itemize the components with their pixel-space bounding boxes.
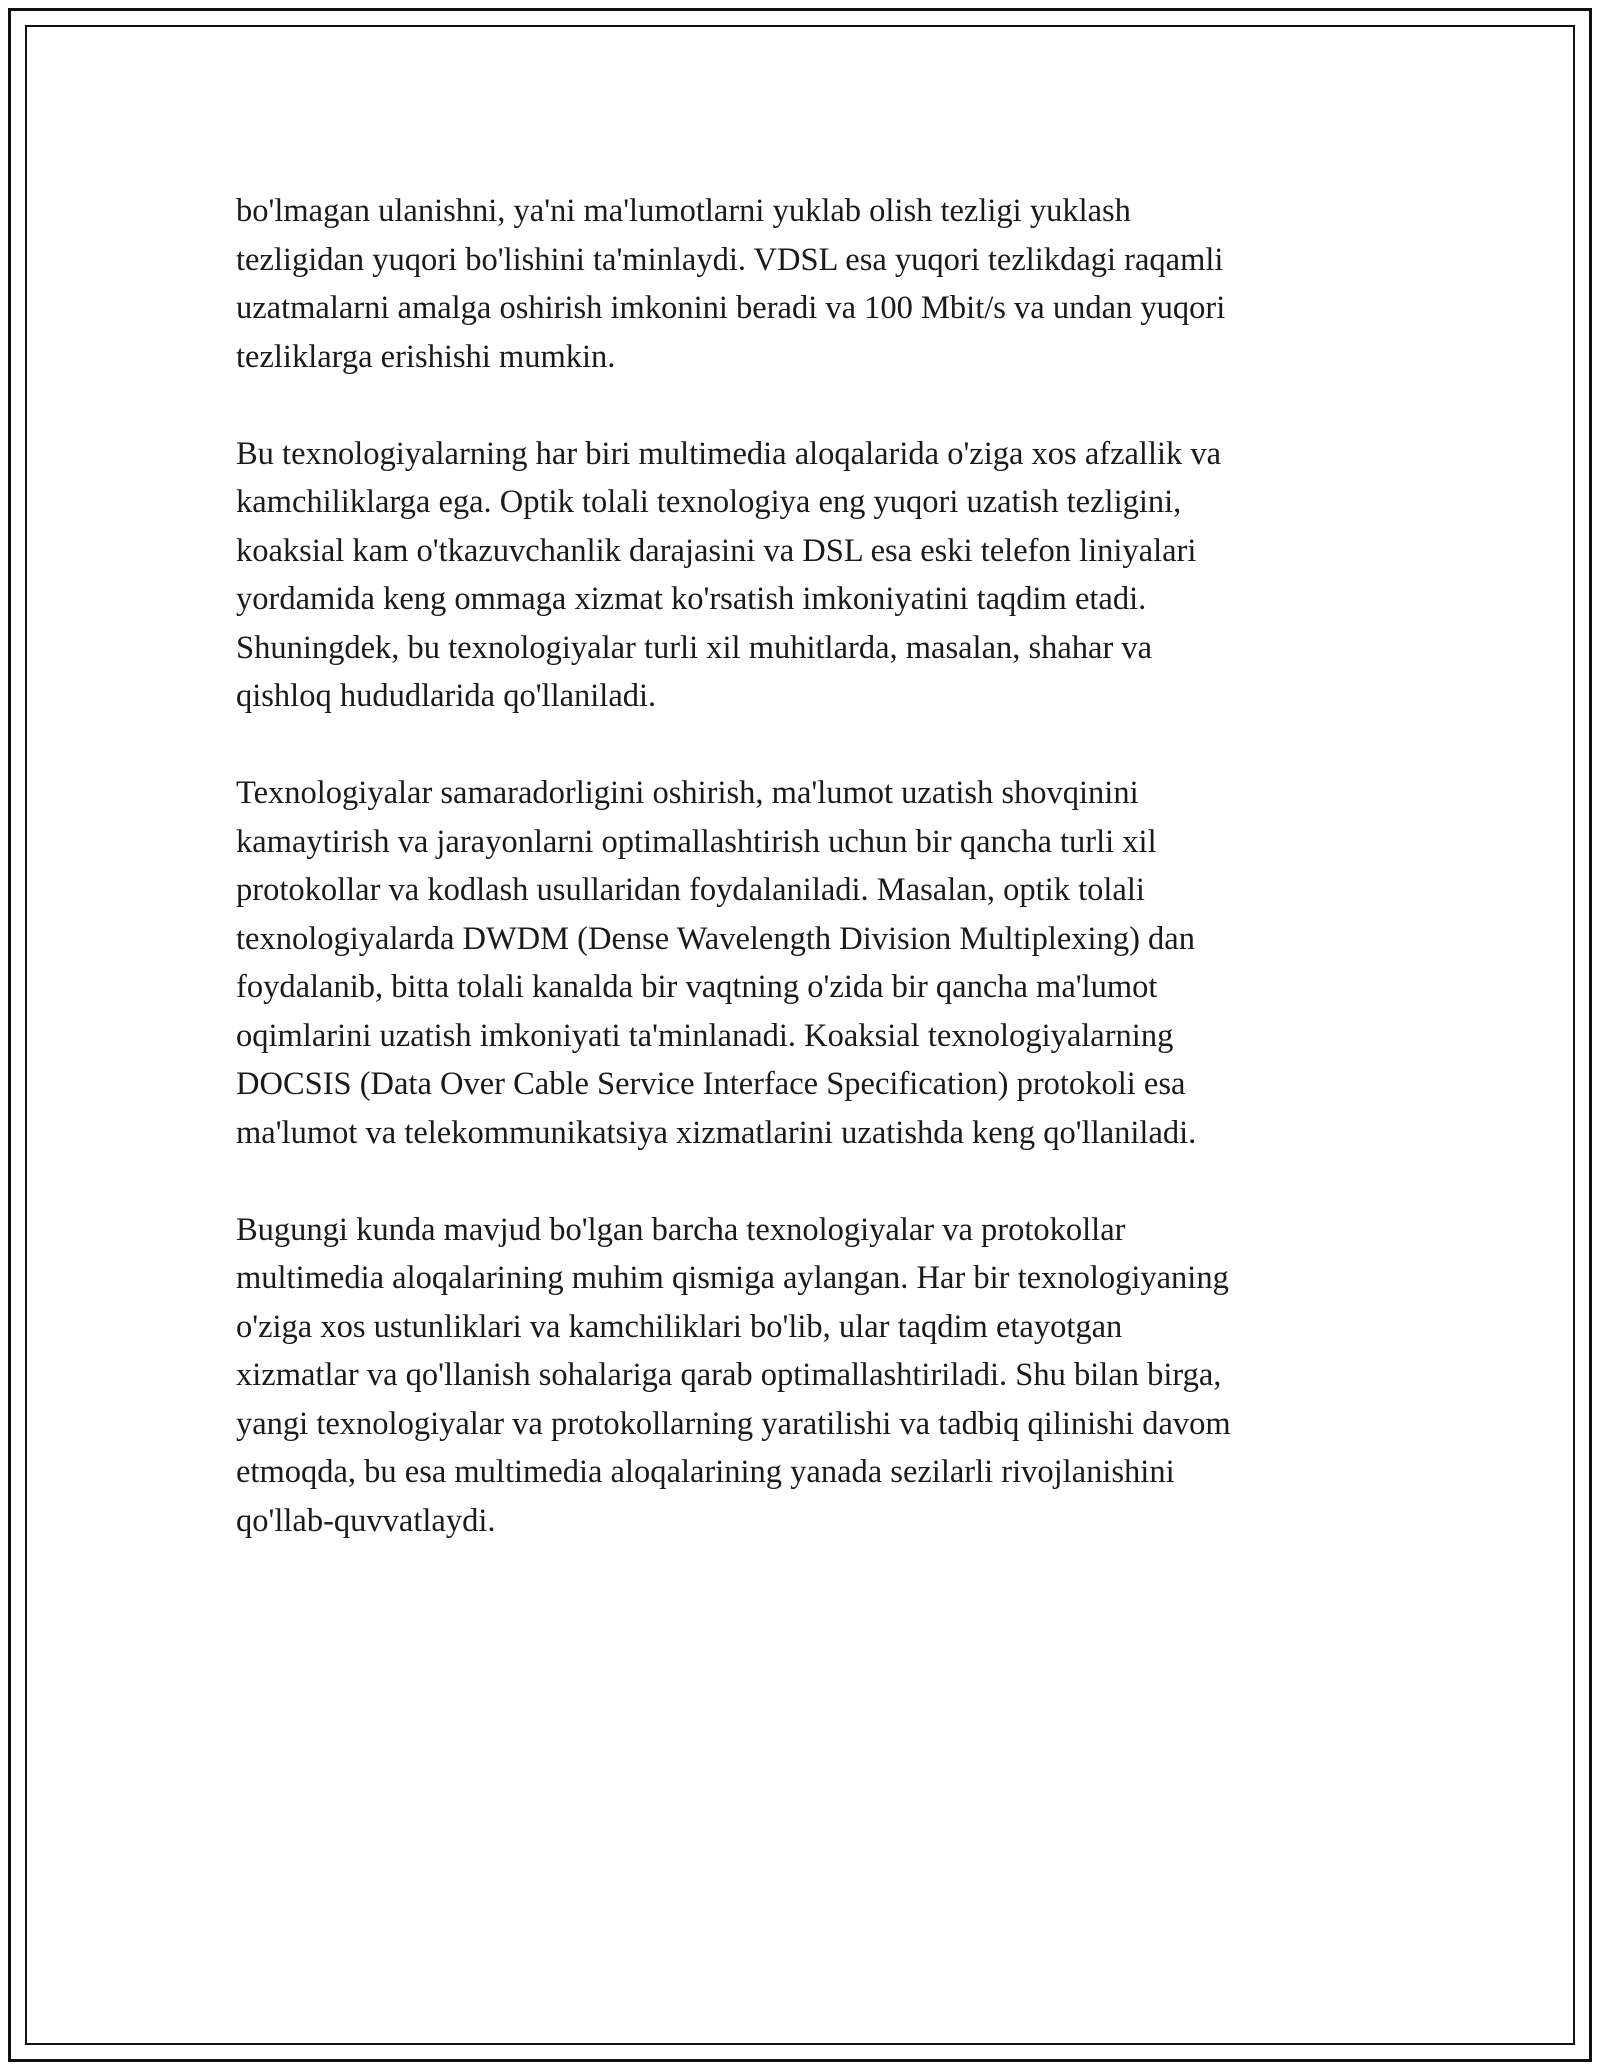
paragraph: bo'lmagan ulanishni, ya'ni ma'lumotlarni yuklab olish tezligi yuklash tezligidan yuqori bo'lishini ta'minlaydi. VDSL esa yuqori tezlikdagi raqamli uzatmalarni amalga oshirish imkonini beradi va 100 Mbit/s va undan yuqori tezliklarga erishishi mumkin. [236, 193, 1226, 375]
document-body [236, 187, 1376, 1594]
paragraph: Texnologiyalar samaradorligini oshirish, ma'lumot uzatish shovqinini kamaytirish va jarayonlarni optimallashtirish uchun bir qancha turli xil protokollar va kodlash usullaridan foydalaniladi. Masalan, optik tolali texnologiyalarda DWDM (Dense Wavelength Division Multiplexing) dan foydalanib, bitta tolali kanalda bir vaqtning o'zida bir qancha ma'lumot oqimlarini uzatish imkoniyati ta'minlanadi. Koaksial texnologiyalarning DOCSIS (Data Over Cable Service Interface Specification) protokoli esa ma'lumot va telekommunikatsiya xizmatlarini uzatishda keng qo'llaniladi. [236, 775, 1197, 1151]
paragraph: Bu texnologiyalarning har biri multimedia aloqalarida o'ziga xos afzallik va kamchiliklarga ega. Optik tolali texnologiya eng yuqori uzatish tezligini, koaksial kam o'tkazuvchanlik darajasini va DSL esa eski telefon liniyalari yordamida keng ommaga xizmat ko'rsatish imkoniyatini taqdim etadi. Shuningdek, bu texnologiyalar turli xil muhitlarda, masalan, shahar va qishloq hududlarida qo'llaniladi. [236, 435, 1222, 714]
paragraph: Bugungi kunda mavjud bo'lgan barcha texnologiyalar va protokollar multimedia aloqalarining muhim qismiga aylangan. Har bir texnologiyaning o'ziga xos ustunliklari va kamchiliklari bo'lib, ular taqdim etayotgan xizmatlar va qo'llanish sohalariga qarab optimallashtiriladi. Shu bilan birga, yangi texnologiyalar va protokollarning yaratilishi va tadbiq qilinishi davom etmoqda, bu esa multimedia aloqalarining yanada sezilarli rivojlanishini qo'llab-quvvatlaydi. [236, 1211, 1231, 1539]
